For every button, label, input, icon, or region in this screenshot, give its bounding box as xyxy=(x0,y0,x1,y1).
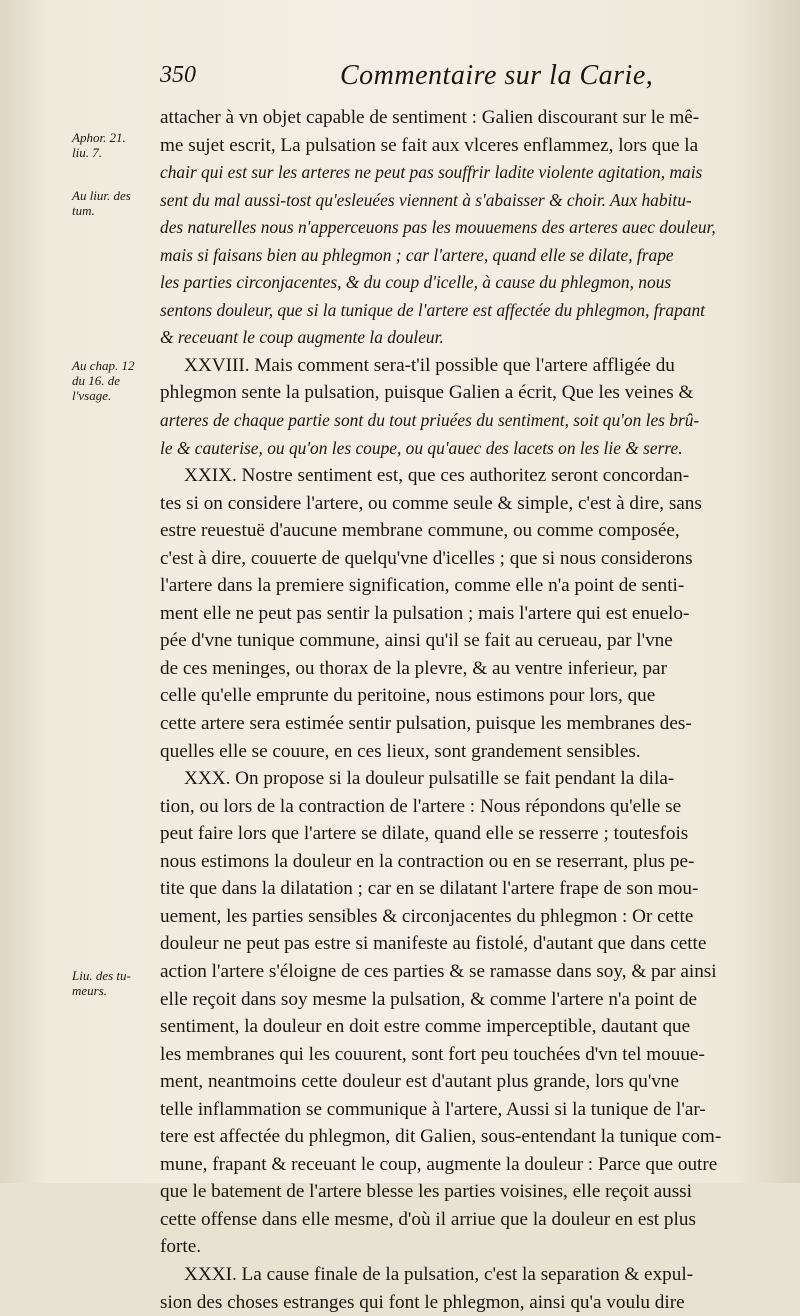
text-line: tes si on considere l'artere, ou comme seule & simple, c'est à dire, sans xyxy=(160,492,702,514)
text-line: action l'artere s'éloigne de ces parties & se ramasse dans soy, & par ainsi xyxy=(160,960,717,982)
text-line: me sujet escrit, La pulsation se fait aux vlceres enflammez, lors que la xyxy=(160,134,699,156)
margin-note-line: meurs. xyxy=(72,983,108,998)
text-line: tite que dans la dilatation ; car en se dilatant l'artere frape de son mou- xyxy=(160,878,699,900)
text-line: sentiment, la douleur en doit estre comme imperceptible, dautant que xyxy=(160,1016,691,1038)
text-line: attacher à vn objet capable de sentiment : Galien discourant sur le mê- xyxy=(160,107,700,128)
text-line: les membranes qui les couurent, sont fort peu touchées d'vn tel mouue- xyxy=(160,1043,705,1065)
page-header xyxy=(160,60,790,100)
text-line: elle reçoit dans soy mesme la pulsation, & comme l'artere n'a point de xyxy=(160,988,698,1010)
text-line: phlegmon sente la pulsation, puisque Galien a écrit, Que les veines & xyxy=(160,382,694,404)
text-line: de ces meninges, ou thorax de la plevre, & au ventre inferieur, par xyxy=(160,657,667,679)
margin-note-line: Au chap. 12 xyxy=(72,358,135,373)
text-line: le & cauterise, ou qu'on les coupe, ou qu'auec des lacets on les lie & serre. xyxy=(160,437,683,458)
text-line: forte. xyxy=(160,1236,202,1258)
text-line: celle qu'elle emprunte du peritoine, nous estimons pour lors, que xyxy=(160,685,656,707)
text-line: chair qui est sur les arteres ne peut pas souffrir ladite violente agitation, mais xyxy=(160,162,703,183)
text-line: les parties circonjacentes, & du coup d'icelle, à cause du phlegmon, nous xyxy=(160,272,672,293)
text-line: sent du mal aussi-tost qu'esleuées viennent à s'abaisser & choir. Aux habitu- xyxy=(160,189,692,210)
section-heading-xxix: XXIX. Nostre sentiment est, que ces authoritez seront concordan- xyxy=(184,465,690,487)
section-heading-xxxi: XXXI. La cause finale de la pulsation, c'est la separation & expul- xyxy=(184,1263,694,1285)
text-line: peut faire lors que l'artere se dilate, quand elle se resserre ; toutesfois xyxy=(160,823,689,845)
text-line: arteres de chaque partie sont du tout priuées du sentiment, soit qu'on les brû- xyxy=(160,410,700,431)
text-line: pée d'vne tunique commune, ainsi qu'il se fait au cerueau, par l'vne xyxy=(160,630,673,652)
text-line: nous estimons la douleur en la contraction ou en se reserrant, plus pe- xyxy=(160,850,695,872)
text-line: quelles elle se couure, en ces lieux, sont grandement sensibles. xyxy=(160,740,641,762)
text-line: tere est affectée du phlegmon, dit Galien, sous-entendant la tunique com- xyxy=(160,1126,722,1148)
text-line: l'artere dans la premiere signification, comme elle n'a point de senti- xyxy=(160,575,685,597)
margin-note-tumeurs xyxy=(72,968,156,998)
text-line: cette artere sera estimée sentir pulsation, puisque les membranes des- xyxy=(160,713,692,735)
margin-note-line: Aphor. 21. xyxy=(72,130,126,145)
text-line: ment elle ne peut pas sentir la pulsation ; mais l'artere qui est enuelo- xyxy=(160,602,690,624)
text-line: ment, neantmoins cette douleur est d'autant plus grande, lors qu'vne xyxy=(160,1071,679,1093)
text-line: mune, frapant & receuant le coup, augmente la douleur : Parce que outre xyxy=(160,1153,718,1175)
page-number: 350 xyxy=(160,62,196,88)
text-line: estre reuestuë d'aucune membrane commune, ou comme composée, xyxy=(160,520,680,542)
margin-note-line: Liu. des tu- xyxy=(72,968,131,983)
margin-note-line: Au liur. des xyxy=(72,188,131,203)
margin-note-line: liu. 7. xyxy=(72,145,102,160)
text-line: c'est à dire, couuerte de quelqu'vne d'icelles ; que si nous considerons xyxy=(160,547,693,569)
text-line: douleur ne peut pas estre si manifeste au fistolé, d'autant que dans cette xyxy=(160,933,707,955)
body-text xyxy=(160,104,784,1316)
margin-note-habitudes xyxy=(72,188,156,218)
section-heading-xxviii: XXVIII. Mais comment sera-t'il possible que l'artere affligée du xyxy=(184,354,675,376)
text-line: tion, ou lors de la contraction de l'artere : Nous répondons qu'elle se xyxy=(160,795,682,817)
margin-note-line: tum. xyxy=(72,203,95,218)
text-line: & receuant le coup augmente la douleur. xyxy=(160,327,444,348)
text-line: des naturelles nous n'apperceuons pas les mouuemens des arteres auec douleur, xyxy=(160,217,716,238)
text-line: uement, les parties sensibles & circonjacentes du phlegmon : Or cette xyxy=(160,905,694,927)
running-title: Commentaire sur la Carie, xyxy=(340,60,654,91)
section-heading-xxx: XXX. On propose si la douleur pulsatille se fait pendant la dila- xyxy=(184,768,675,790)
text-line: sentons douleur, que si la tunique de l'artere est affectée du phlegmon, frapant xyxy=(160,299,706,320)
text-line: que le batement de l'artere blesse les parties voisines, elle reçoit aussi xyxy=(160,1181,692,1203)
margin-note-aphorism xyxy=(72,130,156,160)
text-line: mais si faisans bien au phlegmon ; car l'artere, quand elle se dilate, frape xyxy=(160,244,674,265)
margin-note-line: l'vsage. xyxy=(72,388,112,403)
margin-note-usage xyxy=(72,358,156,403)
text-line: sion des choses estranges qui font le phlegmon, ainsi qu'a voulu dire xyxy=(160,1291,685,1313)
margin-note-line: du 16. de xyxy=(72,373,121,388)
text-line: cette offense dans elle mesme, d'où il arriue que la douleur en est plus xyxy=(160,1208,696,1230)
text-line: telle inflammation se communique à l'artere, Aussi si la tunique de l'ar- xyxy=(160,1098,706,1120)
